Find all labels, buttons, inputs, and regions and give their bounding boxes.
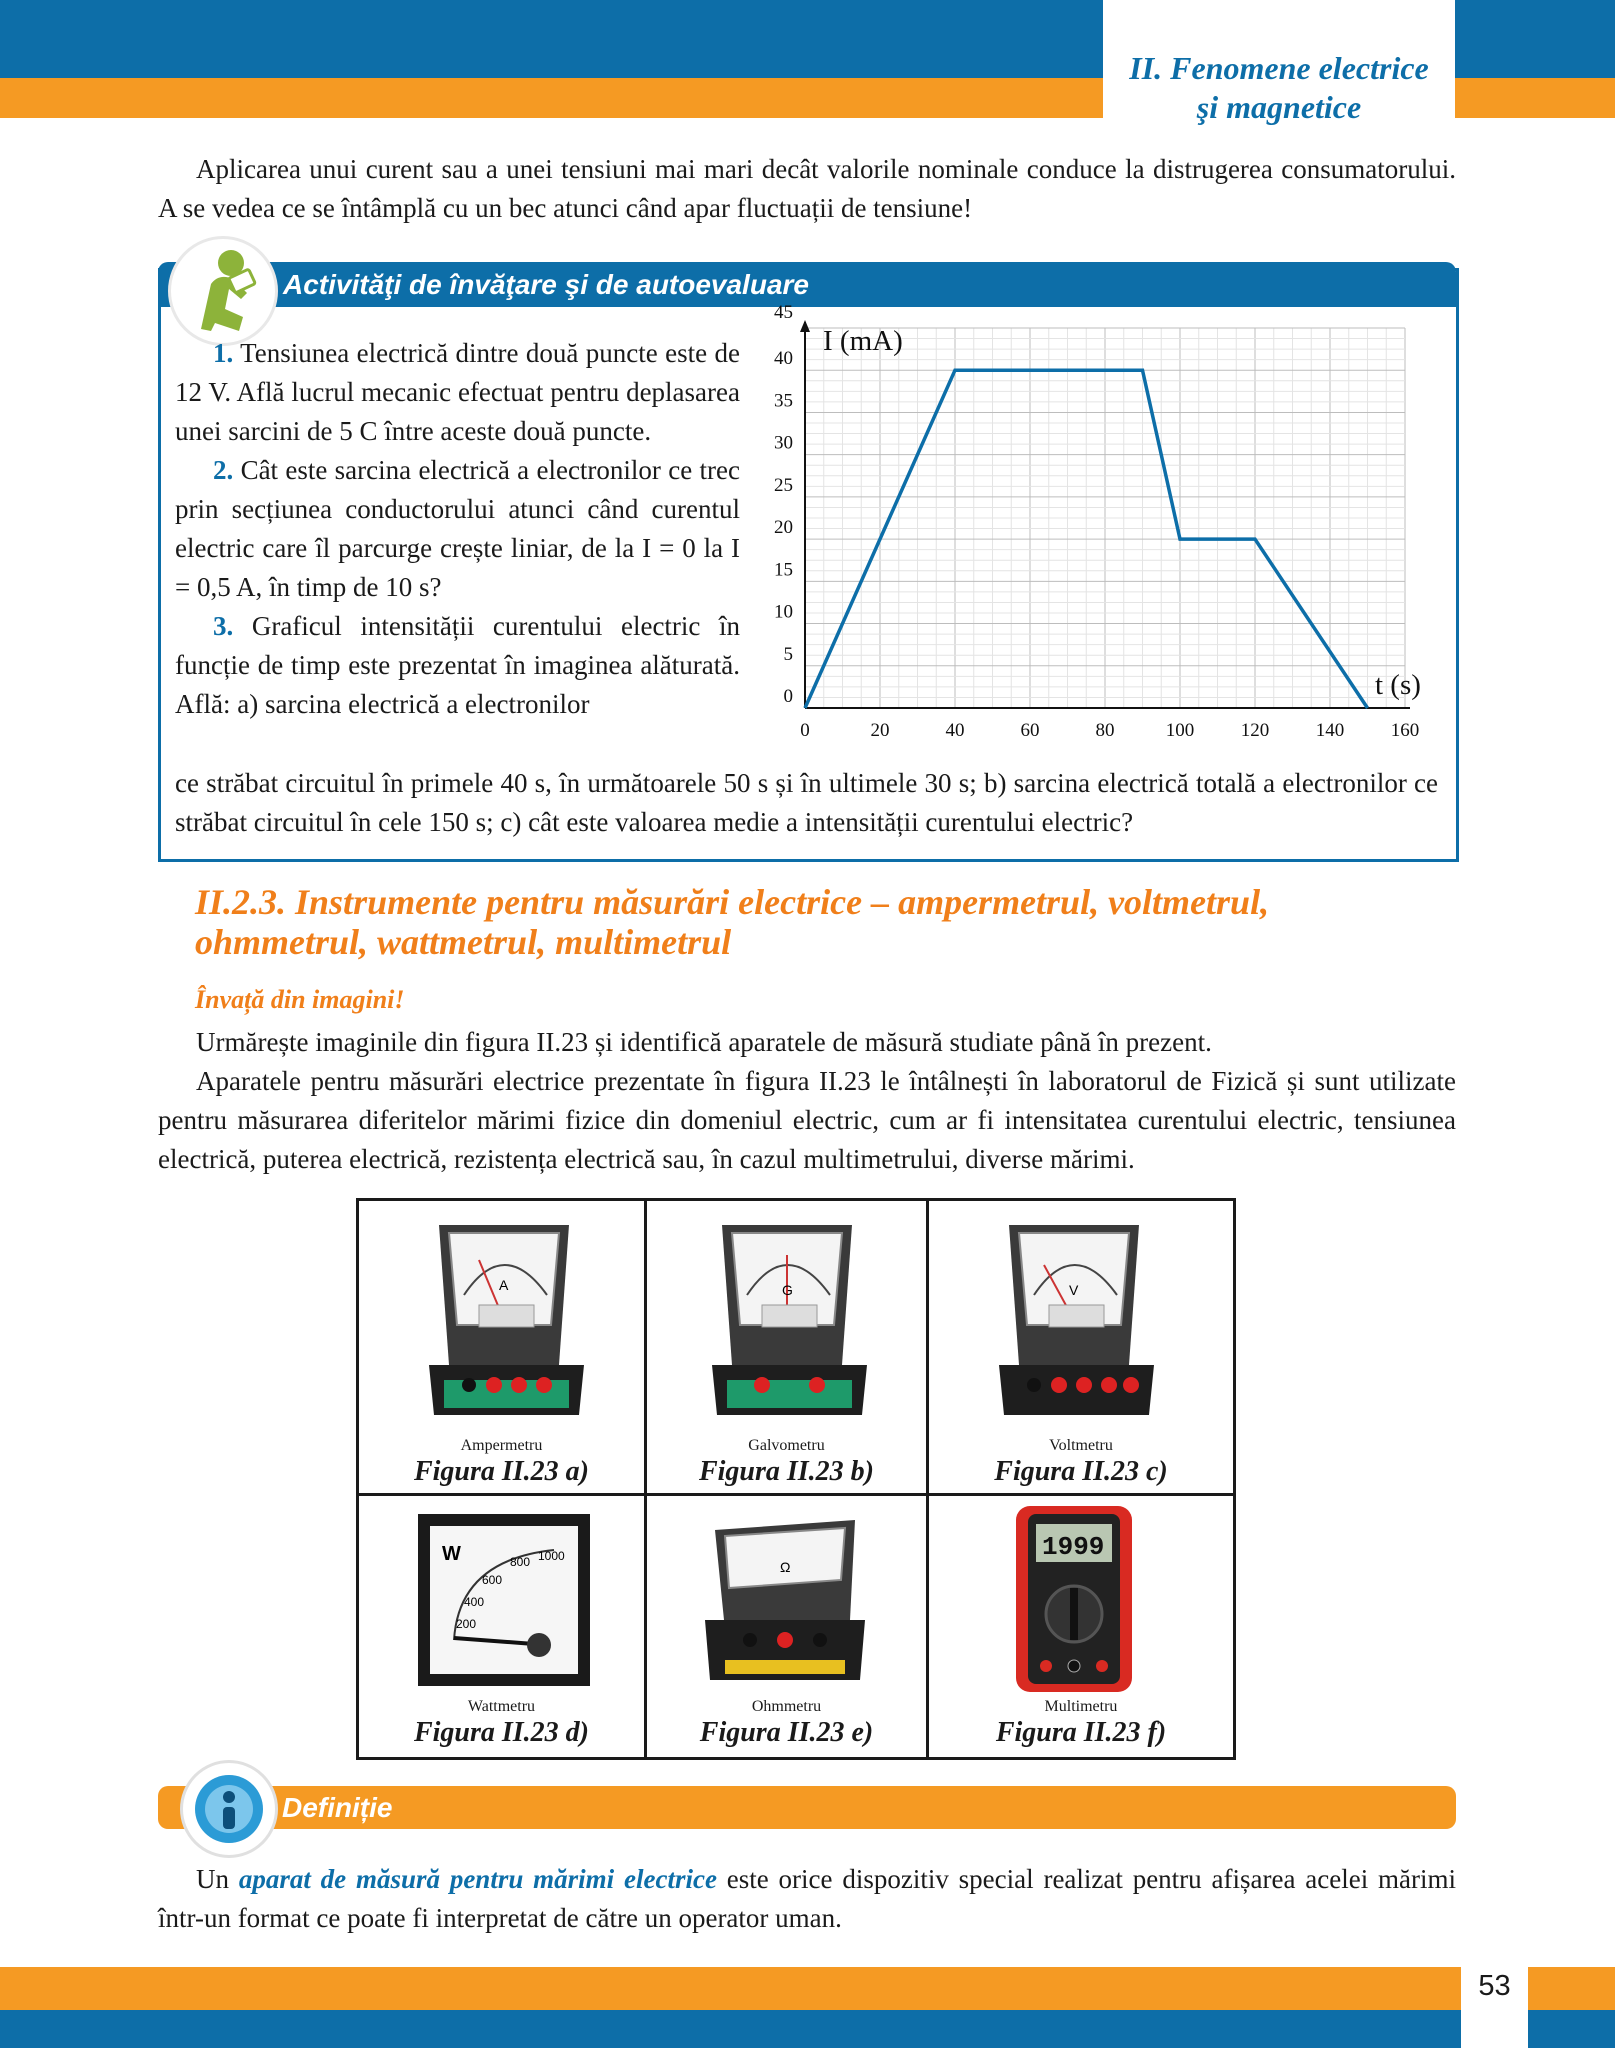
activity-title: Activităţi de învăţare şi de autoevaluare [283,269,809,300]
figure-ii23-table [356,1198,1236,1760]
x-tick-label: 0 [800,720,810,741]
page-number-text: 53 [1478,1970,1511,2002]
section-title [195,882,1435,962]
x-tick-label: 80 [1095,720,1115,741]
activity-questions-column [175,334,740,724]
figure-cell-wattmeter [359,1496,647,1757]
definition-term: aparat de măsură pentru mărimi electrice [238,1864,717,1894]
y-tick-label: 20 [774,517,793,539]
question-2-text: Cât este sarcina electrică a electronilor ce trec prin secțiunea conductorului atunci când curentul electric care îl parcurge crește liniar, de la I = 0 la I = 0,5 A, în timp de 10 s? [175,455,740,602]
multimeter-display-reading: 1999 [1042,1532,1105,1562]
figure-b-caption: Figura II.23 b) [698,1456,875,1487]
y-tick-label: 15 [774,559,793,581]
wattmeter-scale-800: 800 [510,1555,531,1569]
definition-title: Definiție [282,1792,393,1823]
question-1-number: 1. [213,338,234,368]
figure-cell-multimeter [929,1496,1233,1757]
ammeter-name: Ampermetru [460,1437,543,1454]
y-axis-label: I (mA) [823,325,903,357]
question-1-text: Tensiunea electrică dintre două puncte este de 12 V. Află lucrul mecanic efectuat pentru deplasarea unei sarcini de 5 C între aceste două puncte. [175,338,740,446]
figure-cell-ammeter [359,1201,647,1496]
x-tick-label: 160 [1390,720,1420,741]
definition-info-icon [180,1760,278,1858]
ohmmeter-name: Ohmmetru [751,1698,822,1715]
definition-text-post: este orice dispozitiv special realizat pentru afișarea acelei mărimi într-un format ce poate fi interpretat de către un operator uman. [158,1864,1456,1933]
footer-band-blue [0,2010,1615,2048]
section-title-line2: ohmmetrul, wattmetrul, multimetrul [195,922,732,962]
wattmeter-name: Wattmetru [467,1698,536,1715]
chapter-title-line2: şi magnetice [1196,89,1362,125]
voltmeter-illustration [979,1215,1169,1435]
question-3-text-part2: ce străbat circuitul în primele 40 s, în următoarele 50 s și în ultimele 30 s; b) sarcina electrică totală a electronilor ce străbat circuitul în cele 150 s; c) cât este valoarea medie a intensității curentului electric? [175,768,1438,837]
figure-e-caption: Figura II.23 e) [699,1717,874,1748]
figure-a-caption: Figura II.23 a) [413,1456,590,1487]
section-title-line1: II.2.3. Instrumente pentru măsurări electrice – ampermetrul, voltmetrul, [195,882,1270,922]
page-number [1461,1950,1528,2048]
galvanometer-name: Galvometru [748,1437,825,1454]
wattmeter-scale-1000: 1000 [538,1549,565,1563]
x-tick-label: 40 [945,720,965,741]
voltmeter-name: Voltmetru [1049,1437,1113,1454]
current-time-chart [760,302,1450,746]
question-3-number: 3. [213,611,234,641]
y-axis-arrow [800,320,810,332]
chapter-title [1103,0,1455,125]
galvanometer-illustration [692,1215,882,1435]
y-tick-label: 0 [783,686,793,707]
chapter-title-line1: II. Fenomene electrice [1129,50,1429,86]
figure-cell-voltmeter [929,1201,1233,1496]
wattmeter-scale-600: 600 [482,1573,503,1587]
x-tick-label: 140 [1315,720,1345,741]
question-3-text-part1: Graficul intensității curentului electric în funcție de timp este prezentat în imaginea alăturată. Află: a) sarcina electrică a electronilor [175,611,740,719]
question-2-number: 2. [213,455,234,485]
voltmeter-dial-letter: V [1069,1282,1079,1298]
y-tick-label: 5 [783,643,793,665]
y-tick-label: 30 [774,432,793,454]
section-paragraph-1: Urmărește imaginile din figura II.23 și identifică aparatele de măsură studiate până în prezent. [196,1027,1212,1057]
x-tick-label: 100 [1165,720,1195,741]
section-paragraph-2: Aparatele pentru măsurări electrice prezentate în figura II.23 le întâlnești în laboratorul de Fizică și sunt utilizate pentru măsurarea diferitelor mărimi fizice din domeniul electric, cum ar fi intensitatea curentului electric, tensiunea electrică, puterea electrică, rezistența electrică sau, în cazul multimetrului, diverse mărimi. [158,1066,1456,1174]
x-tick-label: 60 [1020,720,1040,741]
y-tick-label: 25 [774,474,793,496]
x-axis-label: t (s) [1375,669,1421,701]
footer-band-orange [0,1967,1615,2010]
y-tick-label: 40 [774,348,793,370]
figure-f-caption: Figura II.23 f) [995,1717,1167,1748]
multimeter-illustration [1014,1504,1134,1694]
intro-paragraph: Aplicarea unui curent sau a unei tensiuni mai mari decât valorile nominale conduce la distrugerea consumatorului. A se vedea ce se întâmplă cu un bec atunci când apar fluctuații de tensiune! [158,154,1456,223]
figure-cell-galvanometer [647,1201,929,1496]
wattmeter-scale-400: 400 [464,1595,485,1609]
x-tick-label: 20 [870,720,890,741]
ohmmeter-illustration [695,1510,875,1700]
y-tick-label: 45 [774,302,793,323]
wattmeter-illustration [414,1510,594,1690]
multimeter-name: Multimetru [1044,1698,1118,1715]
ohmmeter-dial-letter: Ω [780,1559,791,1575]
ammeter-dial-letter: A [499,1277,509,1293]
figure-cell-ohmmeter [647,1496,929,1757]
learn-from-images-label: Învață din imagini! [195,985,405,1014]
galvanometer-dial-letter: G [782,1282,793,1298]
x-tick-label: 120 [1240,720,1270,741]
y-tick-label: 35 [774,390,793,412]
ammeter-illustration [409,1215,599,1435]
wattmeter-dial-letter: W [442,1543,461,1565]
wattmeter-scale-200: 200 [456,1617,477,1631]
figure-c-caption: Figura II.23 c) [994,1456,1168,1487]
definition-text-pre: Un [196,1864,239,1894]
definition-text [158,1860,1456,1938]
y-tick-label: 10 [774,601,793,623]
student-reading-icon [168,236,278,346]
figure-d-caption: Figura II.23 d) [413,1717,590,1748]
